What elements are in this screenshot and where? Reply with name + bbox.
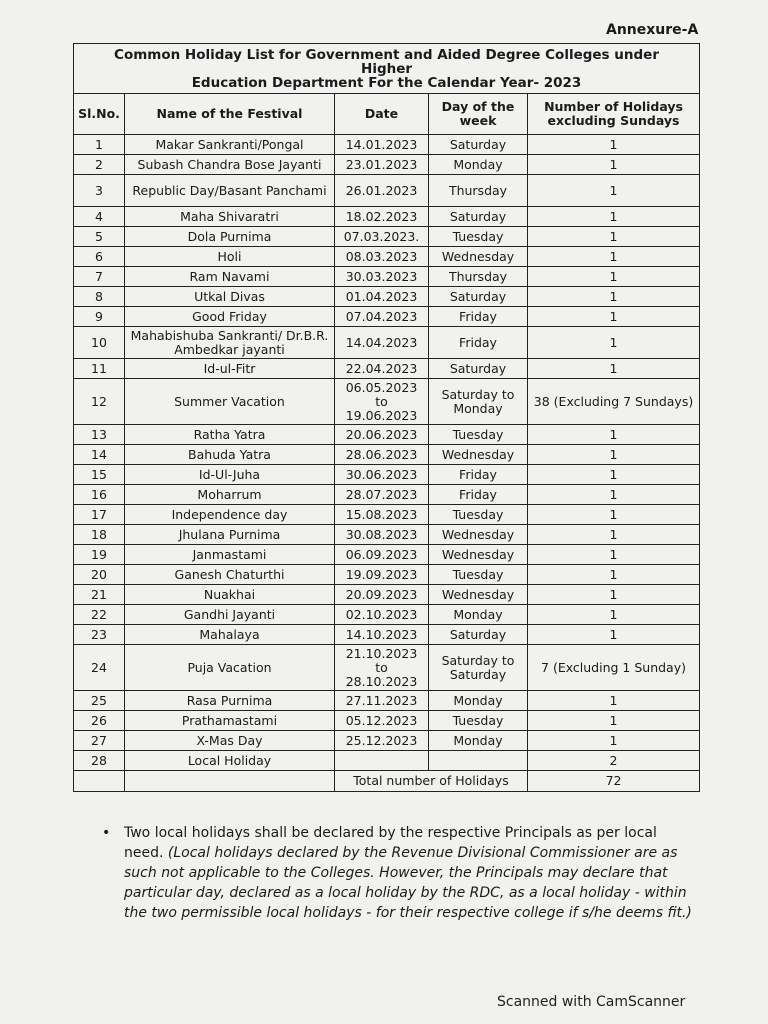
cell-num: 1: [528, 327, 700, 359]
cell-day: Saturday to Saturday: [429, 645, 528, 691]
cell-num: 1: [528, 247, 700, 267]
cell-date: 28.06.2023: [335, 445, 429, 465]
title-line-2: Education Department For the Calendar Year- 2023: [191, 74, 582, 91]
table-row: [74, 425, 700, 445]
cell-sl: 21: [74, 585, 125, 605]
cell-sl: 10: [74, 327, 125, 359]
cell-num: 1: [528, 711, 700, 731]
cell-day: Tuesday: [429, 505, 528, 525]
header-num: Number of Holidays excluding Sundays: [528, 94, 700, 135]
cell-num: 1: [528, 227, 700, 247]
cell-day: Tuesday: [429, 227, 528, 247]
cell-sl: 17: [74, 505, 125, 525]
cell-num: 1: [528, 625, 700, 645]
cell-date: 20.09.2023: [335, 585, 429, 605]
table-row: [74, 751, 700, 771]
cell-sl: 8: [74, 287, 125, 307]
cell-name: Id-ul-Fitr: [125, 359, 335, 379]
table-row: [74, 175, 700, 207]
bullet-icon: •: [102, 825, 111, 841]
total-row: [74, 771, 700, 792]
cell-sl: 2: [74, 155, 125, 175]
cell-day: Monday: [429, 731, 528, 751]
cell-date: 07.03.2023.: [335, 227, 429, 247]
cell-date: 22.04.2023: [335, 359, 429, 379]
cell-num: 1: [528, 525, 700, 545]
table-row: [74, 585, 700, 605]
cell-num: 1: [528, 155, 700, 175]
cell-name: Mahabishuba Sankranti/ Dr.B.R. Ambedkar jayanti: [125, 327, 335, 359]
cell-day: Wednesday: [429, 545, 528, 565]
cell-name: Ratha Yatra: [125, 425, 335, 445]
cell-date: 01.04.2023: [335, 287, 429, 307]
cell-name: Ganesh Chaturthi: [125, 565, 335, 585]
holiday-table: [73, 43, 700, 792]
cell-name: Moharrum: [125, 485, 335, 505]
footnote-plain: Two local holidays shall be declared by the respective Principals as per local need.: [124, 825, 657, 861]
cell-name: Puja Vacation: [125, 645, 335, 691]
cell-sl: 25: [74, 691, 125, 711]
scanner-footer: Scanned with CamScanner: [497, 994, 686, 1010]
header-sl: Sl.No.: [74, 94, 125, 135]
cell-name: Holi: [125, 247, 335, 267]
cell-date: 14.01.2023: [335, 135, 429, 155]
cell-sl: 15: [74, 465, 125, 485]
cell-day: Tuesday: [429, 565, 528, 585]
cell-num: 1: [528, 307, 700, 327]
cell-num: 1: [528, 207, 700, 227]
cell-name: Local Holiday: [125, 751, 335, 771]
table-title: [74, 44, 700, 94]
cell-name: Dola Purnima: [125, 227, 335, 247]
cell-day: Saturday: [429, 135, 528, 155]
header-date: Date: [335, 94, 429, 135]
cell-num: 1: [528, 425, 700, 445]
cell-date: 02.10.2023: [335, 605, 429, 625]
cell-date: 27.11.2023: [335, 691, 429, 711]
table-row: [74, 287, 700, 307]
cell-day: Friday: [429, 465, 528, 485]
table-row: [74, 207, 700, 227]
cell-sl: 18: [74, 525, 125, 545]
table-row: [74, 545, 700, 565]
cell-num: 1: [528, 731, 700, 751]
header-row: [74, 94, 700, 135]
table-row: [74, 155, 700, 175]
cell-name: Janmastami: [125, 545, 335, 565]
table-row: [74, 731, 700, 751]
table-row: [74, 505, 700, 525]
cell-day: Friday: [429, 327, 528, 359]
table-row: [74, 307, 700, 327]
cell-name: Prathamastami: [125, 711, 335, 731]
table-row: [74, 625, 700, 645]
table-row: [74, 711, 700, 731]
table-row: [74, 359, 700, 379]
cell-num: 1: [528, 445, 700, 465]
cell-day: Wednesday: [429, 445, 528, 465]
cell-date: 18.02.2023: [335, 207, 429, 227]
cell-sl: 13: [74, 425, 125, 445]
total-empty-1: [74, 771, 125, 792]
cell-day: Thursday: [429, 267, 528, 287]
cell-day: Tuesday: [429, 711, 528, 731]
footnote-italic: (Local holidays declared by the Revenue Divisional Commissioner are as such not applicable to the Colleges. However, the Principals may declare that particular day, declared as a local holiday by the RDC, as a local holiday - within the two permissible local holidays - for their respective college if s/he deems fit.): [124, 845, 692, 921]
cell-date: 05.12.2023: [335, 711, 429, 731]
table-row: [74, 445, 700, 465]
table-row: [74, 565, 700, 585]
cell-sl: 19: [74, 545, 125, 565]
cell-name: Maha Shivaratri: [125, 207, 335, 227]
annexure-label: Annexure-A: [606, 22, 699, 38]
cell-sl: 14: [74, 445, 125, 465]
cell-sl: 3: [74, 175, 125, 207]
cell-day: Monday: [429, 605, 528, 625]
cell-sl: 1: [74, 135, 125, 155]
cell-day: Saturday: [429, 287, 528, 307]
cell-name: Republic Day/Basant Panchami: [125, 175, 335, 207]
cell-name: Mahalaya: [125, 625, 335, 645]
cell-num: 1: [528, 175, 700, 207]
cell-day: Friday: [429, 485, 528, 505]
cell-name: Rasa Purnima: [125, 691, 335, 711]
table-row: [74, 485, 700, 505]
footnote-text: [124, 823, 694, 923]
cell-date: 28.07.2023: [335, 485, 429, 505]
cell-num: 1: [528, 545, 700, 565]
table-row: [74, 465, 700, 485]
cell-name: Independence day: [125, 505, 335, 525]
cell-sl: 9: [74, 307, 125, 327]
cell-num: 7 (Excluding 1 Sunday): [528, 645, 700, 691]
cell-day: Wednesday: [429, 247, 528, 267]
cell-num: 1: [528, 267, 700, 287]
cell-date: 23.01.2023: [335, 155, 429, 175]
cell-day: Tuesday: [429, 425, 528, 445]
table-row: [74, 135, 700, 155]
cell-date: 14.10.2023: [335, 625, 429, 645]
cell-date: 20.06.2023: [335, 425, 429, 445]
table-row: [74, 379, 700, 425]
cell-name: Summer Vacation: [125, 379, 335, 425]
cell-num: 1: [528, 359, 700, 379]
table-row: [74, 525, 700, 545]
cell-sl: 24: [74, 645, 125, 691]
cell-date: 14.04.2023: [335, 327, 429, 359]
cell-date: 25.12.2023: [335, 731, 429, 751]
cell-day: Saturday: [429, 625, 528, 645]
cell-date: 08.03.2023: [335, 247, 429, 267]
table-row: [74, 691, 700, 711]
cell-date: 30.06.2023: [335, 465, 429, 485]
cell-num: 38 (Excluding 7 Sundays): [528, 379, 700, 425]
cell-sl: 7: [74, 267, 125, 287]
header-day: Day of the week: [429, 94, 528, 135]
cell-sl: 26: [74, 711, 125, 731]
cell-date: 07.04.2023: [335, 307, 429, 327]
cell-date: 21.10.2023 to 28.10.2023: [335, 645, 429, 691]
cell-name: Jhulana Purnima: [125, 525, 335, 545]
cell-num: 1: [528, 691, 700, 711]
cell-sl: 6: [74, 247, 125, 267]
cell-sl: 12: [74, 379, 125, 425]
cell-num: 1: [528, 505, 700, 525]
table-row: [74, 645, 700, 691]
cell-sl: 20: [74, 565, 125, 585]
cell-day: Wednesday: [429, 585, 528, 605]
cell-date: 19.09.2023: [335, 565, 429, 585]
table-row: [74, 227, 700, 247]
cell-sl: 27: [74, 731, 125, 751]
cell-sl: 4: [74, 207, 125, 227]
cell-name: Gandhi Jayanti: [125, 605, 335, 625]
header-name: Name of the Festival: [125, 94, 335, 135]
cell-day: Thursday: [429, 175, 528, 207]
cell-day: Wednesday: [429, 525, 528, 545]
cell-num: 1: [528, 585, 700, 605]
cell-date: 30.03.2023: [335, 267, 429, 287]
cell-name: Subash Chandra Bose Jayanti: [125, 155, 335, 175]
table-row: [74, 267, 700, 287]
cell-sl: 28: [74, 751, 125, 771]
table-body: [74, 135, 700, 771]
cell-sl: 23: [74, 625, 125, 645]
total-value: 72: [528, 771, 700, 792]
title-line-1: Common Holiday List for Government and Aided Degree Colleges under Higher: [114, 46, 659, 77]
cell-day: [429, 751, 528, 771]
cell-sl: 11: [74, 359, 125, 379]
cell-name: Utkal Divas: [125, 287, 335, 307]
cell-day: Friday: [429, 307, 528, 327]
cell-num: 2: [528, 751, 700, 771]
total-label: Total number of Holidays: [335, 771, 528, 792]
cell-num: 1: [528, 135, 700, 155]
cell-date: 06.05.2023 to 19.06.2023: [335, 379, 429, 425]
table-row: [74, 247, 700, 267]
cell-day: Saturday: [429, 207, 528, 227]
cell-num: 1: [528, 485, 700, 505]
cell-num: 1: [528, 287, 700, 307]
table-row: [74, 327, 700, 359]
cell-num: 1: [528, 565, 700, 585]
cell-name: Good Friday: [125, 307, 335, 327]
cell-name: Bahuda Yatra: [125, 445, 335, 465]
cell-sl: 16: [74, 485, 125, 505]
cell-name: X-Mas Day: [125, 731, 335, 751]
total-empty-2: [125, 771, 335, 792]
cell-sl: 22: [74, 605, 125, 625]
cell-date: 26.01.2023: [335, 175, 429, 207]
cell-name: Makar Sankranti/Pongal: [125, 135, 335, 155]
cell-date: [335, 751, 429, 771]
cell-date: 06.09.2023: [335, 545, 429, 565]
cell-name: Id-Ul-Juha: [125, 465, 335, 485]
cell-day: Saturday: [429, 359, 528, 379]
cell-name: Nuakhai: [125, 585, 335, 605]
cell-day: Saturday to Monday: [429, 379, 528, 425]
cell-date: 15.08.2023: [335, 505, 429, 525]
cell-name: Ram Navami: [125, 267, 335, 287]
table-row: [74, 605, 700, 625]
cell-date: 30.08.2023: [335, 525, 429, 545]
cell-num: 1: [528, 465, 700, 485]
cell-day: Monday: [429, 155, 528, 175]
cell-day: Monday: [429, 691, 528, 711]
cell-num: 1: [528, 605, 700, 625]
cell-sl: 5: [74, 227, 125, 247]
